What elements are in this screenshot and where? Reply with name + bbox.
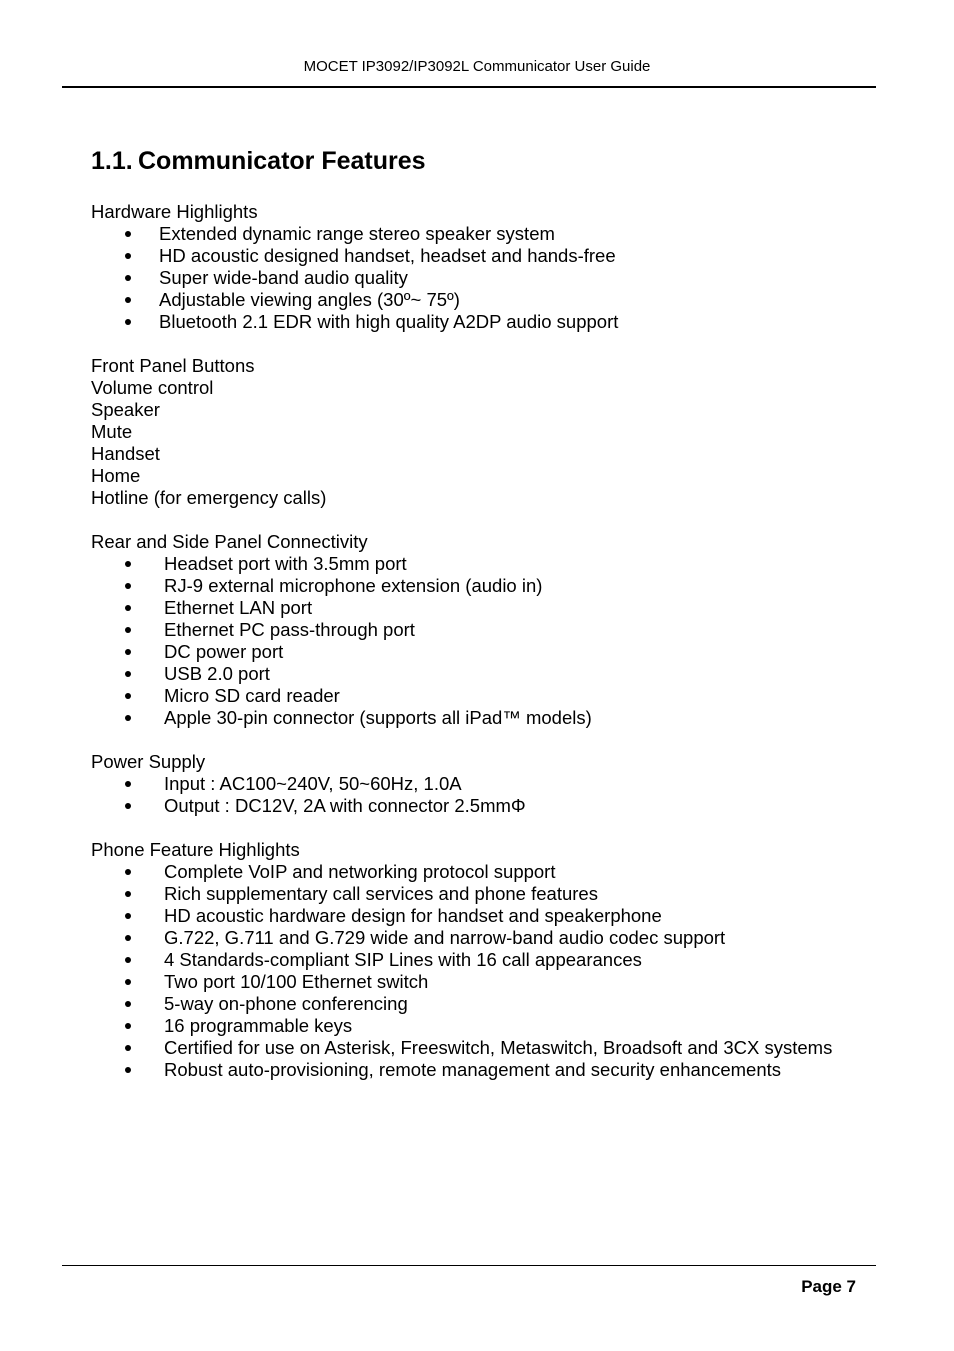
list-item: 5-way on-phone conferencing — [91, 993, 891, 1015]
hardware-title: Hardware Highlights — [91, 201, 258, 222]
list-item: 4 Standards-compliant SIP Lines with 16 call appearances — [91, 949, 891, 971]
list-item: Output : DC12V, 2A with connector 2.5mmΦ — [91, 795, 891, 817]
list-item: Mute — [91, 421, 133, 442]
bullet-icon — [125, 979, 131, 985]
list-item: G.722, G.711 and G.729 wide and narrow-band audio codec support — [91, 927, 891, 949]
bullet-icon — [125, 627, 131, 633]
list-item: Bluetooth 2.1 EDR with high quality A2DP audio support — [91, 311, 891, 333]
list-item: Rich supplementary call services and phone features — [91, 883, 891, 905]
bullet-icon — [125, 561, 131, 567]
phone-section — [91, 839, 891, 1081]
list-item: Hotline (for emergency calls) — [91, 487, 327, 508]
list-item: Complete VoIP and networking protocol support — [91, 861, 891, 883]
bullet-icon — [125, 1023, 131, 1029]
bullet-icon — [125, 1001, 131, 1007]
list-item: Handset — [91, 443, 160, 464]
bullet-icon — [125, 913, 131, 919]
bullet-icon — [125, 583, 131, 589]
list-item: Super wide-band audio quality — [91, 267, 891, 289]
page-content — [91, 145, 891, 1103]
list-item: Home — [91, 465, 141, 486]
list-item: Two port 10/100 Ethernet switch — [91, 971, 891, 993]
list-item: USB 2.0 port — [91, 663, 891, 685]
bullet-icon — [125, 605, 131, 611]
hardware-section — [91, 201, 891, 333]
bullet-icon — [125, 649, 131, 655]
list-item: Extended dynamic range stereo speaker system — [91, 223, 891, 245]
page-header: MOCET IP3092/IP3092L Communicator User Guide — [303, 58, 651, 75]
front-panel-section — [91, 355, 891, 509]
list-item: Certified for use on Asterisk, Freeswitch, Metaswitch, Broadsoft and 3CX systems — [91, 1037, 891, 1059]
bullet-icon — [125, 319, 131, 325]
list-item: Micro SD card reader — [91, 685, 891, 707]
power-section — [91, 751, 891, 817]
rear-panel-section — [91, 531, 891, 729]
list-item: Adjustable viewing angles (30º~ 75º) — [91, 289, 891, 311]
bullet-icon — [125, 297, 131, 303]
bullet-icon — [125, 253, 131, 259]
bullet-icon — [125, 715, 131, 721]
list-item: Ethernet LAN port — [91, 597, 891, 619]
bullet-icon — [125, 1045, 131, 1051]
list-item: Headset port with 3.5mm port — [91, 553, 891, 575]
bullet-icon — [125, 231, 131, 237]
front-panel-title: Front Panel Buttons — [91, 355, 255, 376]
list-item: Speaker — [91, 399, 160, 420]
bullet-icon — [125, 957, 131, 963]
list-item: 16 programmable keys — [91, 1015, 891, 1037]
bullet-icon — [125, 891, 131, 897]
bullet-icon — [125, 781, 131, 787]
header-rule — [62, 86, 876, 88]
list-item: Volume control — [91, 377, 214, 398]
bullet-icon — [125, 275, 131, 281]
power-title: Power Supply — [91, 751, 206, 772]
list-item: Ethernet PC pass-through port — [91, 619, 891, 641]
list-item: DC power port — [91, 641, 891, 663]
list-item: Robust auto-provisioning, remote management and security enhancements — [91, 1059, 891, 1081]
list-item: Input : AC100~240V, 50~60Hz, 1.0A — [91, 773, 891, 795]
list-item: HD acoustic hardware design for handset and speakerphone — [91, 905, 891, 927]
bullet-icon — [125, 869, 131, 875]
list-item: Apple 30-pin connector (supports all iPad™ models) — [91, 707, 891, 729]
list-item: HD acoustic designed handset, headset and hands-free — [91, 245, 891, 267]
section-title: Communicator Features — [138, 147, 426, 175]
bullet-icon — [125, 671, 131, 677]
bullet-icon — [125, 693, 131, 699]
list-item: RJ-9 external microphone extension (audio in) — [91, 575, 891, 597]
section-heading — [91, 145, 891, 177]
section-number: 1.1. — [91, 147, 133, 175]
page-number: Page 7 — [801, 1277, 856, 1296]
bullet-icon — [125, 803, 131, 809]
phone-title: Phone Feature Highlights — [91, 839, 300, 860]
bullet-icon — [125, 935, 131, 941]
bullet-icon — [125, 1067, 131, 1073]
rear-panel-title: Rear and Side Panel Connectivity — [91, 531, 368, 552]
footer-rule — [62, 1265, 876, 1266]
